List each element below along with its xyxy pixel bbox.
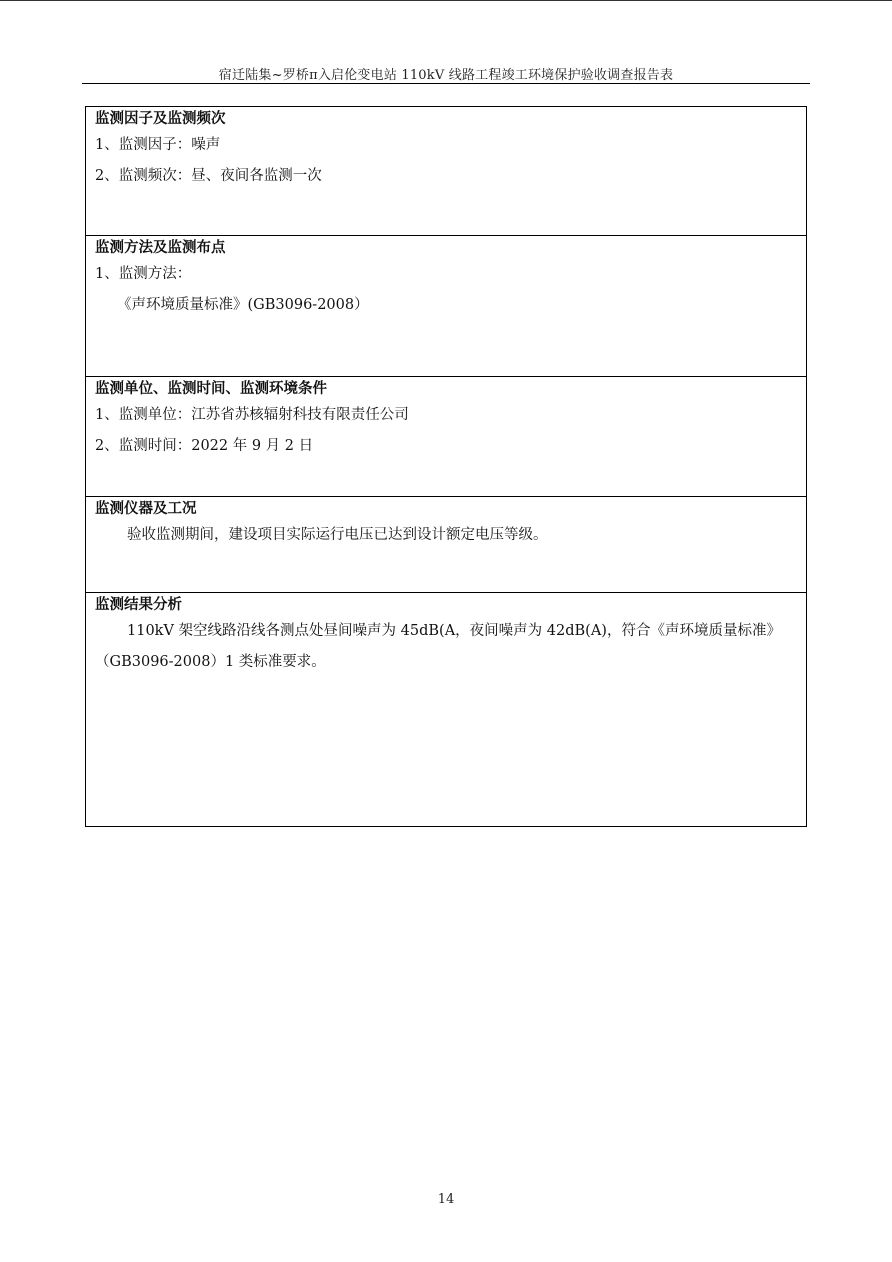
section-line: 2、监测频次：昼、夜间各监测一次 [95, 168, 322, 184]
section-line: 验收监测期间，建设项目实际运行电压已达到设计额定电压等级。 [127, 527, 548, 543]
section-monitoring-factors [86, 107, 806, 236]
section-line: 1、监测单位：江苏省苏核辐射科技有限责任公司 [95, 407, 409, 423]
section-title: 监测单位、监测时间、监测环境条件 [95, 380, 327, 397]
page-top-border [0, 0, 892, 1]
section-line: 1、监测因子：噪声 [95, 137, 221, 153]
section-results-analysis [86, 593, 806, 826]
section-line: 2、监测时间：2022 年 9 月 2 日 [95, 438, 314, 454]
section-line: 1、监测方法： [95, 266, 192, 282]
section-instruments-conditions [86, 497, 806, 593]
section-monitoring-unit [86, 377, 806, 497]
section-paragraph: 110kV 架空线路沿线各测点处昼间噪声为 45dB(A，夜间噪声为 42dB(A)，符合《声环境质量标准》（GB3096-2008）1 类标准要求。 [95, 623, 781, 670]
section-monitoring-method [86, 236, 806, 377]
running-header: 宿迁陆集~罗桥π入启伦变电站 110kV 线路工程竣工环境保护验收调查报告表 [218, 68, 674, 83]
section-title: 监测结果分析 [95, 596, 182, 613]
section-title: 监测因子及监测频次 [95, 110, 226, 127]
section-line: 《声环境质量标准》(GB3096-2008） [117, 297, 369, 313]
page-number: 14 [437, 1192, 455, 1207]
section-title: 监测仪器及工况 [95, 500, 197, 517]
header-rule [82, 83, 810, 84]
section-title: 监测方法及监测布点 [95, 239, 226, 256]
report-table [85, 106, 807, 827]
